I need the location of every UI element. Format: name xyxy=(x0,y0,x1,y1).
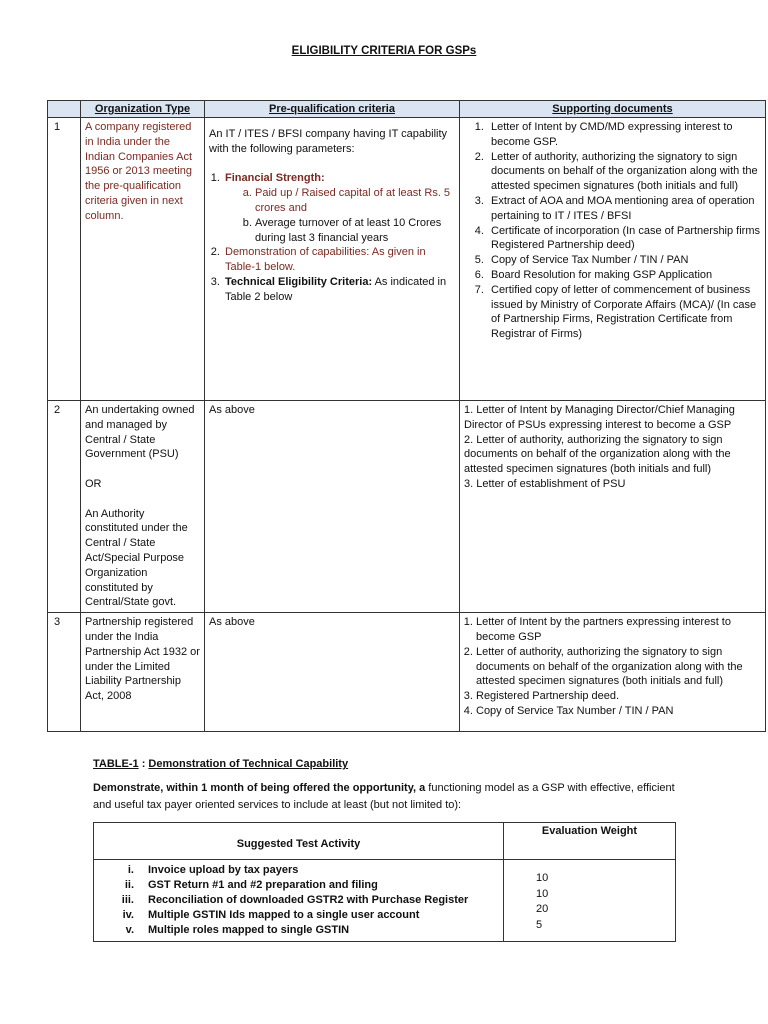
activities-cell xyxy=(94,860,504,942)
list-item: 1. Letter of Intent by CMD/MD expressing interest to become GSP. xyxy=(487,120,761,150)
table-row xyxy=(48,118,766,401)
header-suggested-test-activity: Suggested Test Activity xyxy=(94,823,504,860)
financial-sublist xyxy=(225,186,455,245)
list-item: 3. Extract of AOA and MOA mentioning area of operation pertaining to IT / ITES / BFSI xyxy=(487,194,761,224)
list-item: 1. Letter of Intent by the partners expressing interest to become GSP xyxy=(476,615,761,645)
docs-cell xyxy=(460,401,766,613)
list-item: a. Paid up / Raised capital of at least Rs. 5 crores and xyxy=(255,186,455,216)
test-activity-table xyxy=(93,822,676,942)
test-table-header-row xyxy=(94,823,676,860)
weight-value: 10 xyxy=(536,872,549,884)
page-title: ELIGIBILITY CRITERIA FOR GSPs xyxy=(291,45,477,57)
weight-value: 10 xyxy=(536,887,549,900)
table-row xyxy=(48,401,766,613)
weight-value: 5 xyxy=(536,918,543,931)
weights-cell xyxy=(504,860,676,942)
row-number: 3 xyxy=(48,613,81,732)
docs-cell xyxy=(460,613,766,732)
list-item: iv. Multiple GSTIN Ids mapped to a single user account xyxy=(122,909,420,921)
list-item: 4. Copy of Service Tax Number / TIN / PAN xyxy=(476,704,761,719)
list-item: ii. GST Return #1 and #2 preparation and filing xyxy=(124,879,378,891)
table1-intro: Demonstrate, within 1 month of being offered the opportunity, a functioning model as a GSP with effective, efficient and useful tax payer oriented services to include at least (but not limited to): xyxy=(93,782,675,811)
row-number: 1 xyxy=(48,118,81,401)
row-number: 2 xyxy=(48,401,81,613)
test-table-body-row xyxy=(94,860,676,942)
list-item: i. Invoice upload by tax payers xyxy=(127,864,299,876)
table-row xyxy=(48,613,766,732)
list-item: v. Multiple roles mapped to single GSTIN xyxy=(125,924,350,936)
list-item: 2. Letter of authority, authorizing the signatory to sign documents on behalf of the organization along with the attested specimen signatures (both initials and full) xyxy=(464,433,731,476)
criteria-technical: 3. Technical Eligibility Criteria: As indicated in Table 2 below xyxy=(223,275,455,305)
org-type-cell: Partnership registered under the India Partnership Act 1932 or under the Limited Liability Partnership Act, 2008 xyxy=(81,613,205,732)
eligibility-table xyxy=(47,100,766,732)
docs-cell xyxy=(460,118,766,401)
criteria-list xyxy=(209,171,455,304)
list-item: 1. Letter of Intent by Managing Director/Chief Managing Director of PSUs expressing interest to become a GSP xyxy=(464,404,735,431)
criteria-cell: As above xyxy=(205,401,460,613)
list-item: 3. Letter of establishment of PSU xyxy=(464,477,626,490)
docs-list xyxy=(464,615,761,719)
criteria-cell xyxy=(205,118,460,401)
list-item: b. Average turnover of at least 10 Crores during last 3 financial years xyxy=(255,216,455,246)
table-header-row xyxy=(48,101,766,118)
weight-value: 20 xyxy=(536,903,549,915)
list-item: 6. Board Resolution for making GSP Application xyxy=(487,268,761,283)
list-item: 7. Certified copy of letter of commencement of business issued by Ministry of Corporate Affairs (MCA)/ (In case of Partnership Firms, Registration Certificate from Registrar of Firms) xyxy=(487,283,761,342)
header-blank xyxy=(48,101,81,118)
list-item: 2. Letter of authority, authorizing the signatory to sign documents on behalf of the organization along with the attested specimen signatures (both initials and full) xyxy=(476,645,761,689)
criteria-demonstration: 2. Demonstration of capabilities: As given in Table-1 below. xyxy=(223,245,455,275)
header-organization-type: Organization Type xyxy=(81,101,205,118)
org-type-cell: An undertaking owned and managed by Central / State Government (PSU) OR An Authority constituted under the Central / State Act/Special Purpose Organization constituted by Central/State govt. xyxy=(81,401,205,613)
list-item: 3. Registered Partnership deed. xyxy=(476,689,761,704)
table1-heading: TABLE-1 : Demonstration of Technical Capability xyxy=(93,758,349,770)
header-prequalification: Pre-qualification criteria xyxy=(205,101,460,118)
criteria-intro: An IT / ITES / BFSI company having IT capability with the following parameters: xyxy=(209,128,448,155)
criteria-financial: 1. Financial Strength: a. Paid up / Raised capital of at least Rs. 5 crores and b. Average turnover of at least 10 Crores during last 3 financial years xyxy=(223,171,455,245)
list-item: 5. Copy of Service Tax Number / TIN / PAN xyxy=(487,253,761,268)
header-supporting-docs: Supporting documents xyxy=(460,101,766,118)
list-item: 4. Certificate of incorporation (In case of Partnership firms Registered Partnership deed) xyxy=(487,224,761,254)
header-evaluation-weight: Evaluation Weight xyxy=(504,823,676,860)
list-item: iii. Reconciliation of downloaded GSTR2 with Purchase Register xyxy=(121,894,469,906)
criteria-cell: As above xyxy=(205,613,460,732)
docs-list xyxy=(464,120,761,342)
org-type-cell: A company registered in India under the Indian Companies Act 1956 or 2013 meeting the pre-qualification criteria given in next column. xyxy=(81,118,205,401)
list-item: 2. Letter of authority, authorizing the signatory to sign documents on behalf of the organization along with the attested specimen signatures (both initials and full) xyxy=(487,150,761,194)
